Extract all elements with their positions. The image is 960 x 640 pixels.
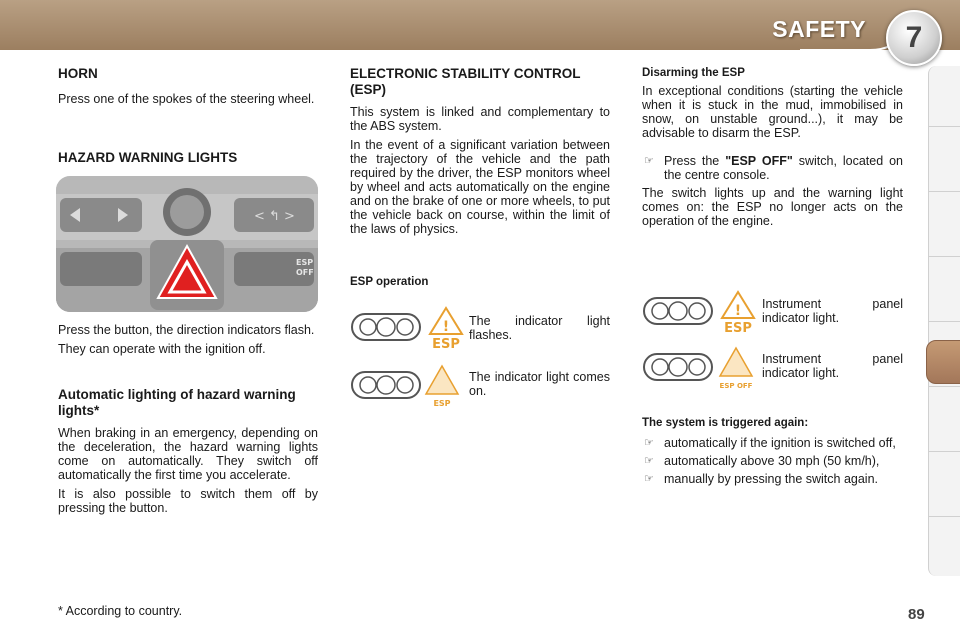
auto-hazard-section (58, 387, 318, 520)
instrument-cluster-icon (642, 290, 758, 334)
chapter-title: SAFETY (772, 16, 866, 42)
esp-heading: ELECTRONIC STABILITY CONTROL (ESP) (350, 66, 581, 97)
hazard-console-photo (56, 176, 318, 312)
retrigger-item (642, 472, 903, 486)
warning-triangle-icon (720, 348, 752, 376)
retrigger-section (642, 416, 903, 490)
esp-symbol-label-small: ESP (433, 399, 451, 408)
hazard-heading-block (58, 150, 318, 166)
pointing-hand-icon: ☞ (644, 155, 654, 167)
pointing-hand-icon: ☞ (644, 455, 654, 467)
esp-section (350, 66, 610, 241)
disarming-text-1: In exceptional conditions (starting the vehicle when it is stuck in the mud, immobilised in snow, on unstable ground...), it may be advisable to disarm the ESP. (642, 84, 903, 140)
instrument-cluster-icon (350, 306, 466, 350)
esp-operation-heading-block (350, 275, 550, 293)
pointing-hand-icon: ☞ (644, 437, 654, 449)
disarm-step-suffix: switch, located on the centre console. (664, 154, 903, 182)
retrigger-item (642, 454, 903, 468)
hazard-heading: HAZARD WARNING LIGHTS (58, 150, 238, 165)
esp-symbol-label: ESP (724, 321, 752, 334)
chapter-badge (886, 10, 942, 66)
retrigger-item-text: automatically if the ignition is switched off, (664, 436, 896, 450)
panel-light-text-1: Instrument panel indicator light. (762, 297, 903, 325)
esp-text-1: This system is linked and complementary to the ABS system. (350, 105, 610, 133)
disarm-step (642, 154, 903, 182)
disarming-text-2: The switch lights up and the warning light comes on: the ESP no longer acts on the operation of the engine. (642, 186, 903, 228)
svg-text:!: ! (734, 303, 742, 319)
hazard-text-block (58, 323, 318, 361)
disarming-heading: Disarming the ESP (642, 67, 745, 79)
chapter-tab-strip (928, 66, 960, 576)
console-esp-label-1: ESP (296, 258, 314, 267)
esp-off-switch-label: "ESP OFF" (725, 154, 793, 168)
auto-hazard-text-1: When braking in an emergency, depending on the deceleration, the hazard warning lights come on automatically. They switch off automatically the first time you accelerate. (58, 426, 318, 482)
esp-off-symbol-label: ESP OFF (719, 382, 753, 390)
chapter-number: 7 (905, 21, 923, 54)
disarming-section (642, 66, 903, 233)
footnote: * According to country. (58, 604, 183, 618)
auto-hazard-text-2: It is also possible to switch them off by pressing the button. (58, 487, 318, 515)
chapter-tab-active[interactable] (926, 340, 960, 384)
horn-heading: HORN (58, 66, 98, 81)
indicator-flashes-text: The indicator light flashes. (469, 314, 610, 342)
hazard-text-1: Press the button, the direction indicators flash. (58, 323, 315, 337)
console-esp-label-2: OFF (296, 268, 314, 277)
esp-text-2: In the event of a significant variation between the trajectory of the vehicle and the path required by the driver, the ESP monitors wheel by wheel and acts automatically on the engine and on the brake of one or more wheels, to put the vehicle back on course, within the limit of the laws of physics. (350, 138, 610, 236)
warning-triangle-icon (426, 366, 458, 394)
indicator-on-text: The indicator light comes on. (469, 370, 610, 398)
instrument-cluster-icon (642, 344, 758, 390)
retrigger-item-text: manually by pressing the switch again. (664, 472, 879, 486)
retrigger-item-text: automatically above 30 mph (50 km/h), (664, 454, 880, 468)
page-number: 89 (908, 606, 925, 623)
disarm-step-prefix: Press the (664, 154, 726, 168)
retrigger-item (642, 436, 903, 450)
svg-text:!: ! (442, 319, 450, 335)
panel-light-text-2: Instrument panel indicator light. (762, 352, 903, 380)
pointing-hand-icon: ☞ (644, 473, 654, 485)
esp-operation-heading: ESP operation (350, 276, 429, 288)
horn-text: Press one of the spokes of the steering wheel. (58, 92, 315, 106)
horn-section (58, 66, 318, 111)
auto-hazard-heading: Automatic lighting of hazard warning lights* (58, 387, 296, 418)
retrigger-heading: The system is triggered again: (642, 417, 809, 429)
svg-text:< ↰ >: < ↰ > (254, 209, 295, 224)
hazard-text-2: They can operate with the ignition off. (58, 342, 266, 356)
esp-symbol-label: ESP (432, 337, 460, 350)
instrument-cluster-icon (350, 362, 466, 408)
